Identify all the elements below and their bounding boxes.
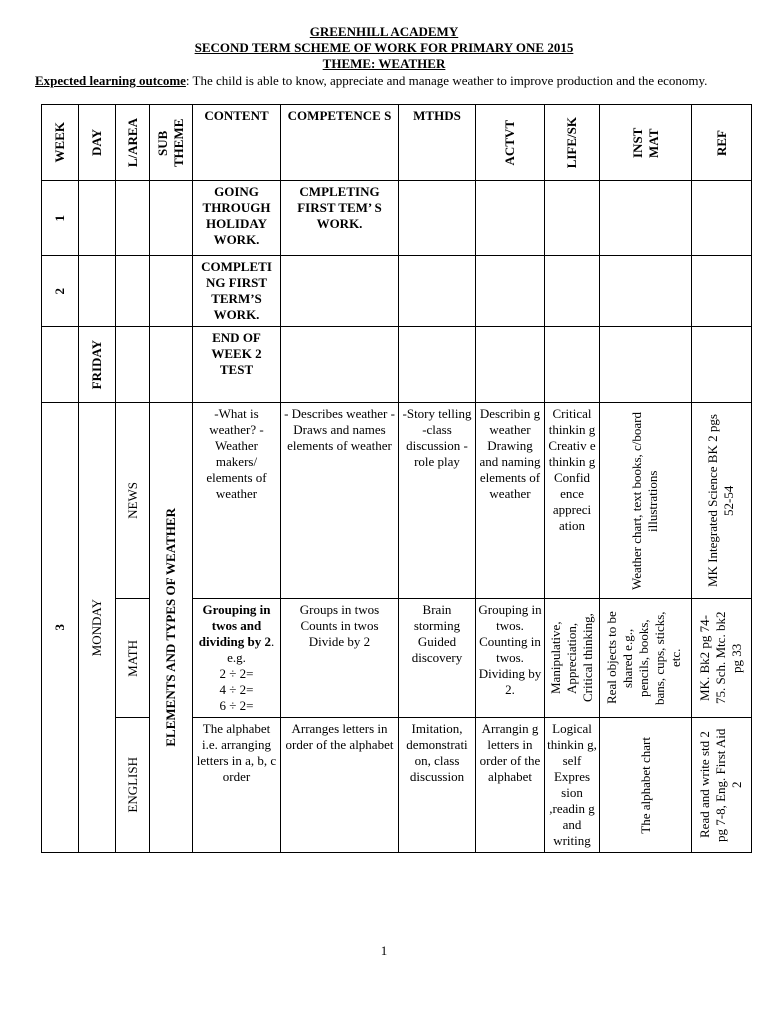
content-cell: END OF WEEK 2 TEST — [193, 327, 281, 403]
table-row — [42, 403, 752, 599]
sub-theme-cell: ELEMENTS AND TYPES OF WEATHER — [150, 403, 193, 853]
table-row — [42, 718, 752, 853]
col-area: L/AREA — [116, 105, 150, 181]
activity-cell: Arrangin g letters in order of the alphabet — [476, 718, 545, 853]
ref-cell: MK. Bk2 pg 74-75. Sch. Mtc. bk2 pg 33 — [692, 599, 752, 718]
content-cell: Grouping in twos and dividing by 2. e.g. 2 ÷ 2= 4 ÷ 2= 6 ÷ 2= — [193, 599, 281, 718]
outcome-label: Expected learning outcome — [35, 73, 186, 88]
day-monday: MONDAY — [79, 403, 116, 853]
col-competences: COMPETENCE S — [281, 105, 399, 181]
col-content: CONTENT — [193, 105, 281, 181]
ref-cell: Read and write std 2 pg 7-8, Eng. First Aid 2 — [692, 718, 752, 853]
content-cell: The alphabet i.e. arranging letters in a, b, c order — [193, 718, 281, 853]
inst-mat-cell: Weather chart, text books, c/board illustrations — [600, 403, 692, 599]
col-week: WEEK — [42, 105, 79, 181]
activity-cell: Describin g weather Drawing and naming elements of weather — [476, 403, 545, 599]
col-life-skills: LIFE/SK — [545, 105, 600, 181]
col-activity: ACTVT — [476, 105, 545, 181]
page-number: 1 — [380, 943, 388, 958]
table-row — [42, 181, 752, 256]
method-cell: Imitation, demonstrati on, class discussion — [399, 718, 476, 853]
competence-cell: - Describes weather -Draws and names elements of weather — [281, 403, 399, 599]
col-inst-mat: INST MAT — [600, 105, 692, 181]
competence-cell: CMPLETING FIRST TEM’ S WORK. — [281, 181, 399, 256]
week-3: 3 — [42, 403, 79, 853]
competence-cell: Arranges letters in order of the alphabet — [281, 718, 399, 853]
life-skill-cell: Manipulative, Appreciation, Critical thinking, — [545, 599, 600, 718]
life-skill-cell: Logical thinkin g, self Expres sion ,readin g and writing — [545, 718, 600, 853]
scheme-title: SECOND TERM SCHEME OF WORK FOR PRIMARY ONE 2015 — [194, 40, 574, 55]
theme-title: THEME: WEATHER — [322, 56, 446, 71]
table-row — [42, 599, 752, 718]
col-sub-theme: SUB THEME — [150, 105, 193, 181]
outcome-text: : The child is able to know, appreciate and manage weather to improve production and the economy. — [185, 73, 708, 88]
life-skill-cell: Critical thinkin g Creativ e thinkin g Confid ence appreci ation — [545, 403, 600, 599]
inst-mat-cell: Real objects to be shared e.g., pencils, books, bans, cups, sticks, etc. — [600, 599, 692, 718]
area-english: ENGLISH — [116, 718, 150, 853]
inst-mat-cell: The alphabet chart — [600, 718, 692, 853]
col-day: DAY — [79, 105, 116, 181]
learning-outcome — [35, 73, 707, 89]
day-friday: FRIDAY — [79, 327, 116, 403]
table-row — [42, 256, 752, 327]
week-1: 1 — [42, 181, 79, 256]
school-name: GREENHILL ACADEMY — [309, 24, 459, 39]
ref-cell: MK Integrated Science BK 2 pgs 52-54 — [692, 403, 752, 599]
scheme-table — [41, 104, 752, 853]
content-cell: -What is weather? -Weather makers/ elements of weather — [193, 403, 281, 599]
activity-cell: Grouping in twos. Counting in twos. Dividing by 2. — [476, 599, 545, 718]
col-ref: REF — [692, 105, 752, 181]
col-methods: MTHDS — [399, 105, 476, 181]
header-row — [42, 105, 752, 181]
area-math: MATH — [116, 599, 150, 718]
area-news: NEWS — [116, 403, 150, 599]
content-cell: GOING THROUGH HOLIDAY WORK. — [193, 181, 281, 256]
method-cell: -Story telling -class discussion -role play — [399, 403, 476, 599]
week-2: 2 — [42, 256, 79, 327]
table-row — [42, 327, 752, 403]
content-cell: COMPLETI NG FIRST TERM’S WORK. — [193, 256, 281, 327]
competence-cell: Groups in twos Counts in twos Divide by 2 — [281, 599, 399, 718]
method-cell: Brain storming Guided discovery — [399, 599, 476, 718]
